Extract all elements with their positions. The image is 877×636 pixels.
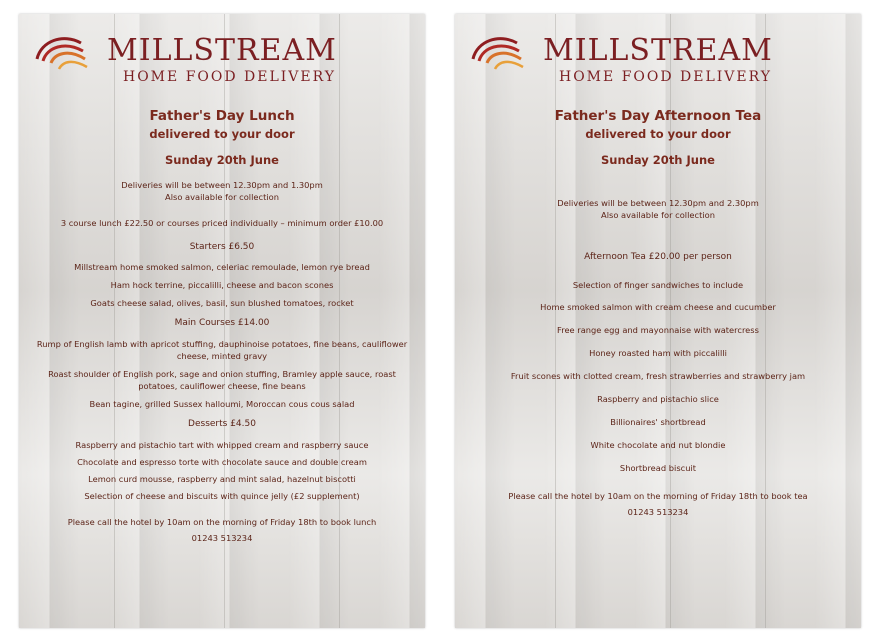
menu-title: Father's Day Lunch [149, 108, 295, 124]
afternoon-tea-menu-body [455, 108, 861, 518]
tea-item: Shortbread biscuit [619, 463, 697, 473]
tea-item: Free range egg and mayonnaise with watercress [557, 325, 759, 335]
price-line: 3 course lunch £22.50 or courses priced individually – minimum order £10.00 [60, 218, 384, 228]
phone-number: 01243 513234 [191, 533, 253, 543]
phone-number: 01243 513234 [627, 507, 689, 517]
brand-logo [33, 29, 413, 91]
mains-heading: Main Courses £14.00 [174, 318, 270, 328]
main-item: Bean tagine, grilled Sussex halloumi, Moroccan cous cous salad [89, 399, 355, 409]
tea-item: Fruit scones with clotted cream, fresh strawberries and strawberry jam [510, 371, 806, 381]
booking-instruction: Please call the hotel by 10am on the morning of Friday 18th to book tea [508, 491, 808, 501]
booking-instruction: Please call the hotel by 10am on the morning of Friday 18th to book lunch [67, 517, 377, 527]
main-item: Roast shoulder of English pork, sage and onion stuffing, Bramley apple sauce, roast potatoes, cauliflower cheese, fine beans [48, 369, 396, 391]
tea-item: Selection of finger sandwiches to include [572, 280, 744, 290]
dessert-item: Chocolate and espresso torte with chocolate sauce and double cream [77, 457, 367, 467]
price-line: Afternoon Tea £20.00 per person [584, 252, 732, 262]
dessert-item: Selection of cheese and biscuits with quince jelly (£2 supplement) [84, 491, 360, 501]
brand-name: MILLSTREAM [107, 33, 337, 68]
collection-note: Also available for collection [165, 192, 279, 202]
brand-name: MILLSTREAM [543, 33, 773, 68]
tea-item: Raspberry and pistachio slice [597, 394, 719, 404]
tea-item: Honey roasted ham with piccalilli [589, 348, 727, 358]
desserts-heading: Desserts £4.50 [188, 419, 256, 429]
delivery-window: Deliveries will be between 12.30pm and 2.30pm [557, 198, 759, 208]
delivery-window: Deliveries will be between 12.30pm and 1.30pm [121, 180, 323, 190]
afternoon-tea-menu-card [455, 14, 861, 628]
dessert-item: Lemon curd mousse, raspberry and mint salad, hazelnut biscotti [88, 474, 356, 484]
collection-note: Also available for collection [601, 210, 715, 220]
millstream-swirl-logo-icon [469, 29, 527, 75]
brand-logo [469, 29, 849, 91]
tea-item: White chocolate and nut blondie [590, 440, 726, 450]
starter-item: Goats cheese salad, olives, basil, sun blushed tomatoes, rocket [90, 298, 354, 308]
menu-subtitle: delivered to your door [585, 127, 731, 141]
starter-item: Ham hock terrine, piccalilli, cheese and bacon scones [110, 280, 334, 290]
lunch-menu-body [19, 108, 425, 544]
menu-title: Father's Day Afternoon Tea [554, 108, 762, 124]
menu-date: Sunday 20th June [165, 153, 279, 167]
menu-date: Sunday 20th June [601, 153, 715, 167]
menu-subtitle: delivered to your door [149, 127, 295, 141]
brand-subtitle: HOME FOOD DELIVERY [123, 69, 336, 85]
lunch-menu-card [19, 14, 425, 628]
starters-heading: Starters £6.50 [189, 242, 255, 252]
brand-subtitle: HOME FOOD DELIVERY [559, 69, 772, 85]
millstream-swirl-logo-icon [33, 29, 91, 75]
tea-item: Billionaires' shortbread [610, 417, 706, 427]
dessert-item: Raspberry and pistachio tart with whipped cream and raspberry sauce [75, 440, 369, 450]
tea-item: Home smoked salmon with cream cheese and cucumber [540, 302, 776, 312]
starter-item: Millstream home smoked salmon, celeriac remoulade, lemon rye bread [74, 262, 370, 272]
main-item: Rump of English lamb with apricot stuffing, dauphinoise potatoes, fine beans, cauliflower cheese, minted gravy [36, 339, 408, 361]
